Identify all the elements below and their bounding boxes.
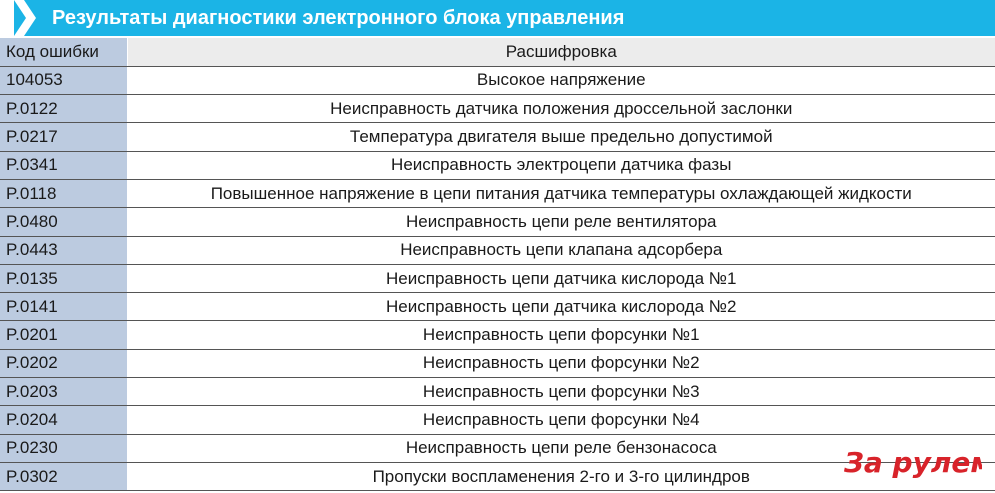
page-header <box>0 0 995 36</box>
error-code-cell: P.0203 <box>0 378 127 406</box>
table-row <box>0 406 995 434</box>
table-header-row <box>0 38 995 66</box>
table-row <box>0 66 995 94</box>
error-code-cell: P.0122 <box>0 95 127 123</box>
za-rulem-logo <box>842 444 982 480</box>
error-code-cell: P.0201 <box>0 321 127 349</box>
description-cell: Неисправность цепи датчика кислорода №1 <box>127 264 995 292</box>
error-code-cell: P.0135 <box>0 264 127 292</box>
description-cell: Неисправность цепи реле вентилятора <box>127 208 995 236</box>
error-code-cell: P.0217 <box>0 123 127 151</box>
table-row <box>0 378 995 406</box>
table-row <box>0 95 995 123</box>
description-cell: Высокое напряжение <box>127 66 995 94</box>
error-code-cell: P.0341 <box>0 151 127 179</box>
error-code-cell: 104053 <box>0 66 127 94</box>
description-cell: Неисправность датчика положения дроссельной заслонки <box>127 95 995 123</box>
description-cell: Неисправность цепи реле бензонасоса <box>127 434 995 462</box>
table-row <box>0 293 995 321</box>
description-cell: Повышенное напряжение в цепи питания датчика температуры охлаждающей жидкости <box>127 179 995 207</box>
error-code-cell: P.0443 <box>0 236 127 264</box>
diagnostics-table <box>0 38 995 491</box>
error-code-cell: P.0230 <box>0 434 127 462</box>
description-cell: Неисправность цепи форсунки №3 <box>127 378 995 406</box>
error-code-cell: P.0204 <box>0 406 127 434</box>
description-cell: Неисправность цепи датчика кислорода №2 <box>127 293 995 321</box>
error-code-cell: P.0141 <box>0 293 127 321</box>
table-row <box>0 264 995 292</box>
error-code-cell: P.0302 <box>0 462 127 490</box>
table-row <box>0 208 995 236</box>
description-cell: Неисправность цепи клапана адсорбера <box>127 236 995 264</box>
description-cell: Неисправность цепи форсунки №4 <box>127 406 995 434</box>
description-cell: Неисправность цепи форсунки №2 <box>127 349 995 377</box>
table-row <box>0 349 995 377</box>
table-row <box>0 321 995 349</box>
table-row <box>0 236 995 264</box>
description-cell: Температура двигателя выше предельно допустимой <box>127 123 995 151</box>
svg-text:За рулем: За рулем <box>844 446 982 479</box>
description-cell: Неисправность цепи форсунки №1 <box>127 321 995 349</box>
chevron-right-icon <box>0 0 44 36</box>
table-row <box>0 179 995 207</box>
error-code-cell: P.0480 <box>0 208 127 236</box>
page-title: Результаты диагностики электронного блока управления <box>52 7 625 29</box>
table-row <box>0 123 995 151</box>
column-header-description: Расшифровка <box>127 38 995 66</box>
description-cell: Пропуски воспламенения 2-го и 3-го цилиндров <box>127 462 995 490</box>
error-code-cell: P.0202 <box>0 349 127 377</box>
description-cell: Неисправность электроцепи датчика фазы <box>127 151 995 179</box>
error-code-cell: P.0118 <box>0 179 127 207</box>
column-header-code: Код ошибки <box>0 38 127 66</box>
table-row <box>0 151 995 179</box>
